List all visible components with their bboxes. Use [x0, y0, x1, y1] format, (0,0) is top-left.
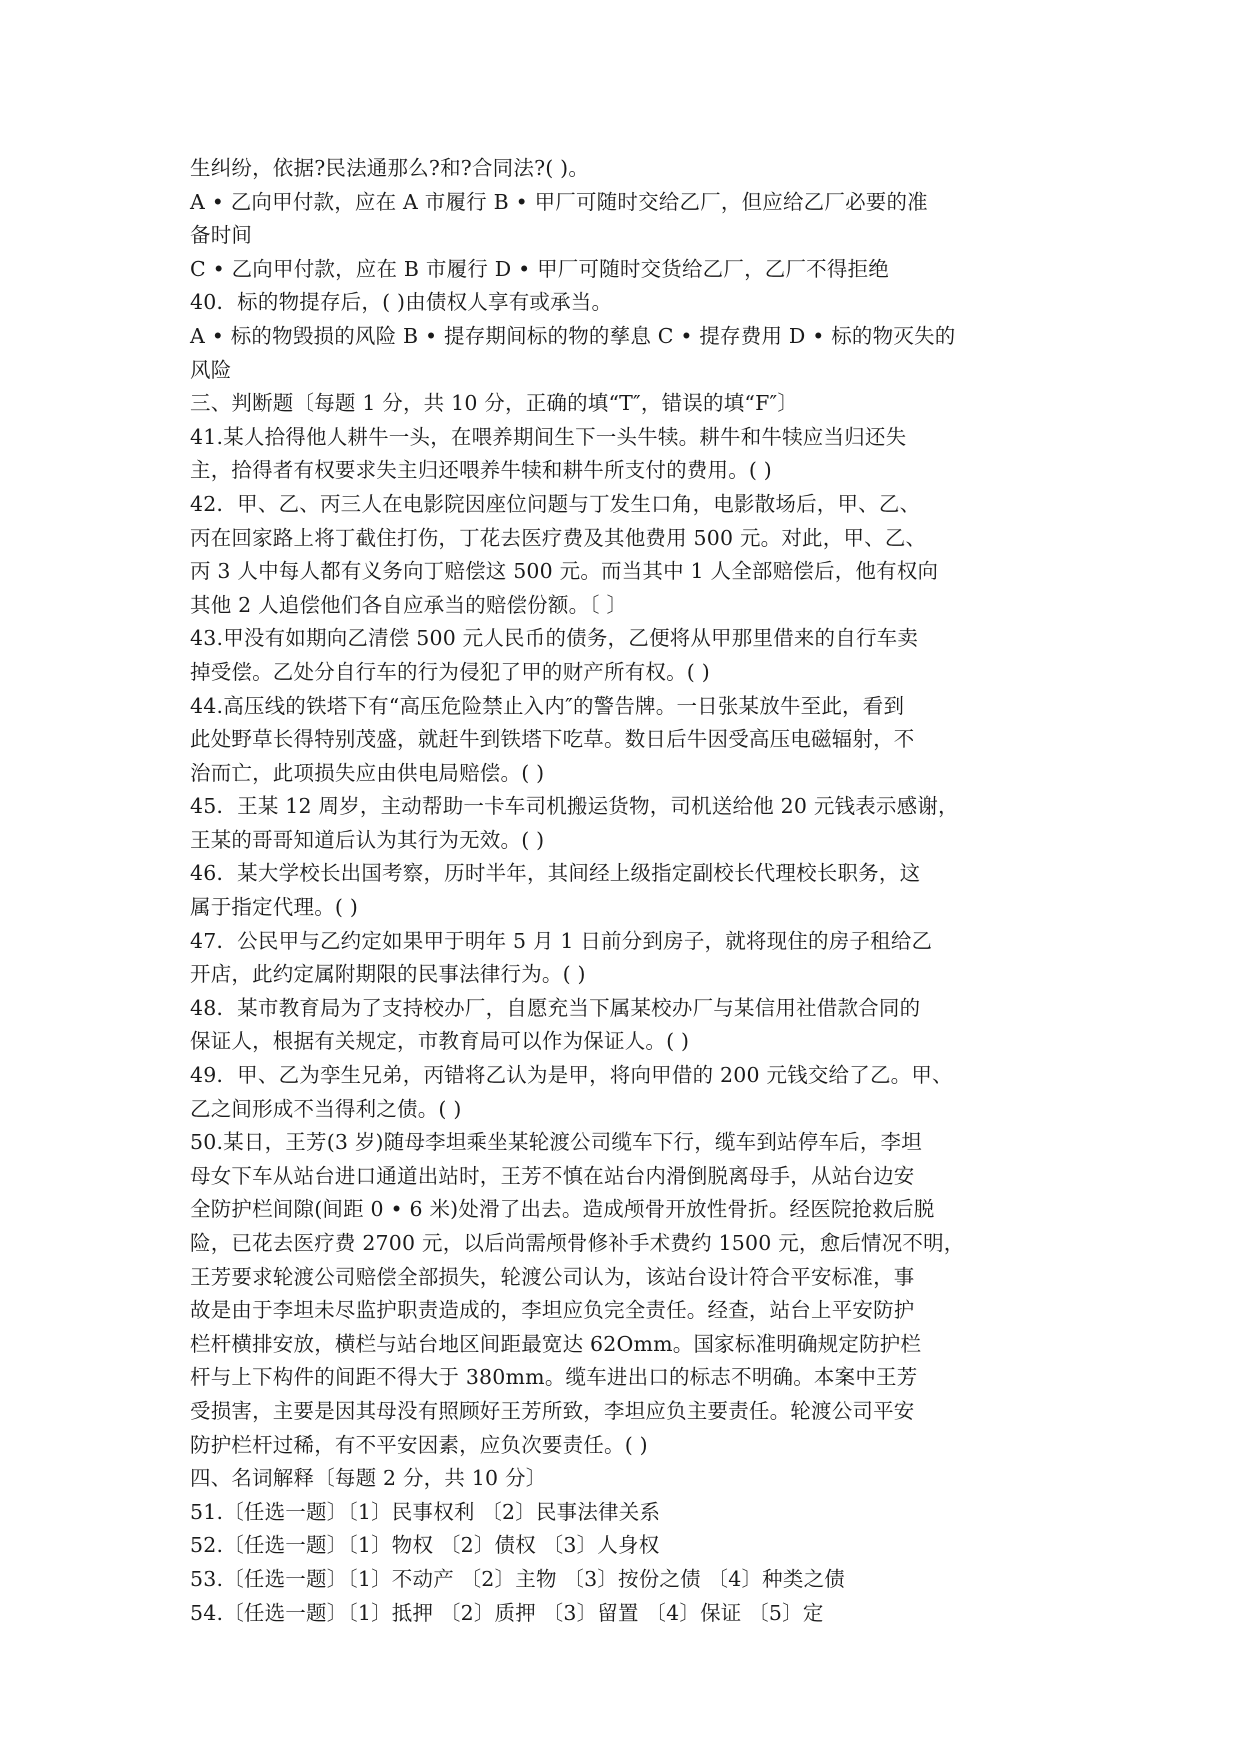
text-line: 故是由于李坦未尽监护职责造成的，李坦应负完全责任。经查，站台上平安防护: [190, 1298, 915, 1323]
text-line: 丙在回家路上将丁截住打伤，丁花去医疗费及其他费用 500 元。对此，甲、乙、: [190, 525, 927, 550]
text-line: C • 乙向甲付款，应在 B 市履行 D • 甲厂可随时交货给乙厂，乙厂不得拒绝: [190, 256, 889, 281]
text-line: 48．某市教育局为了支持校办厂，自愿充当下属某校办厂与某信用社借款合同的: [190, 995, 921, 1020]
text-line: 54.〔任选一题〕〔1〕抵押 〔2〕质押 〔3〕留置 〔4〕保证 〔5〕定: [190, 1600, 824, 1625]
text-line: 乙之间形成不当得利之债。( ): [190, 1096, 462, 1121]
text-line: 王某的哥哥知道后认为其行为无效。( ): [190, 827, 545, 852]
text-line: 45．王某 12 周岁，主动帮助一卡车司机搬运货物，司机送给他 20 元钱表示感谢，: [190, 794, 959, 819]
text-line: A • 乙向甲付款，应在 A 市履行 B • 甲厂可随时交给乙厂，但应给乙厂必要的准: [190, 189, 928, 214]
text-line: 50.某日，王芳(3 岁)随母李坦乘坐某轮渡公司缆车下行，缆车到站停车后，李坦: [190, 1130, 922, 1155]
text-line: 47．公民甲与乙约定如果甲于明年 5 月 1 日前分到房子，就将现住的房子租给乙: [190, 928, 933, 953]
text-line: 治而亡，此项损失应由供电局赔偿。( ): [190, 760, 545, 785]
text-line: 掉受偿。乙处分自行车的行为侵犯了甲的财产所有权。( ): [190, 659, 710, 684]
section-heading: 四、名词解释〔每题 2 分，共 10 分〕: [190, 1466, 547, 1491]
text-line: 杆与上下构件的间距不得大于 380mm。缆车进出口的标志不明确。本案中王芳: [190, 1365, 918, 1390]
text-line: 丙 3 人中每人都有义务向丁赔偿这 500 元。而当其中 1 人全部赔偿后，他有权向: [190, 559, 939, 584]
text-line: 全防护栏间隙(间距 0 • 6 米)处滑了出去。造成颅骨开放性骨折。经医院抢救后脱: [190, 1197, 935, 1222]
text-line: A • 标的物毁损的风险 B • 提存期间标的物的孳息 C • 提存费用 D • 标的物灭失的: [190, 323, 956, 348]
text-line: 44.高压线的铁塔下有“高压危险禁止入内″的警告牌。一日张某放牛至此，看到: [190, 693, 905, 718]
text-line: 属于指定代理。( ): [190, 895, 359, 920]
text-line: 王芳要求轮渡公司赔偿全部损失，轮渡公司认为，该站台设计符合平安标准，事: [190, 1264, 915, 1289]
text-line: 43.甲没有如期向乙清偿 500 元人民币的债务，乙便将从甲那里借来的自行车卖: [190, 626, 919, 651]
text-line: 40．标的物提存后，( )由债权人享有或承当。: [190, 290, 613, 315]
text-line: 此处野草长得特别茂盛，就赶牛到铁塔下吃草。数日后牛因受高压电磁辐射，不: [190, 727, 915, 752]
section-heading: 三、判断题〔每题 1 分，共 10 分，正确的填“T″，错误的填“F″〕: [190, 391, 799, 416]
text-line: 栏杆横排安放，横栏与站台地区间距最宽达 62Omm。国家标准明确规定防护栏: [190, 1331, 922, 1356]
text-line: 49．甲、乙为孪生兄弟，丙错将乙认为是甲，将向甲借的 200 元钱交给了乙。甲、: [190, 1063, 953, 1088]
text-line: 51.〔任选一题〕〔1〕民事权利 〔2〕民事法律关系: [190, 1499, 661, 1524]
text-line: 42．甲、乙、丙三人在电影院因座位问题与丁发生口角，电影散场后，甲、乙、: [190, 491, 921, 516]
document-body: [190, 152, 1050, 1630]
text-line: 46．某大学校长出国考察，历时半年，其间经上级指定副校长代理校长职务，这: [190, 861, 921, 886]
text-line: 52.〔任选一题〕〔1〕物权 〔2〕债权 〔3〕人身权: [190, 1533, 660, 1558]
text-line: 母女下车从站台进口通道出站时，王芳不慎在站台内滑倒脱离母手，从站台边安: [190, 1163, 915, 1188]
text-line: 主，拾得者有权要求失主归还喂养牛犊和耕牛所支付的费用。( ): [190, 458, 773, 483]
text-line: 41.某人拾得他人耕牛一头，在喂养期间生下一头牛犊。耕牛和牛犊应当归还失: [190, 424, 907, 449]
text-line: 保证人，根据有关规定，市教育局可以作为保证人。( ): [190, 1029, 690, 1054]
text-line: 风险: [190, 357, 232, 382]
text-line: 53.〔任选一题〕〔1〕不动产 〔2〕主物 〔3〕按份之债 〔4〕种类之债: [190, 1566, 845, 1591]
text-line: 受损害，主要是因其母没有照顾好王芳所致，李坦应负主要责任。轮渡公司平安: [190, 1398, 915, 1423]
text-line: 开店，此约定属附期限的民事法律行为。( ): [190, 962, 586, 987]
text-line: 其他 2 人追偿他们各自应承当的赔偿份额。〔 〕: [190, 592, 628, 617]
text-line: 防护栏杆过稀，有不平安因素，应负次要责任。( ): [190, 1432, 648, 1457]
text-line: 险，已花去医疗费 2700 元，以后尚需颅骨修补手术费约 1500 元，愈后情况不明，: [190, 1231, 965, 1255]
text-line: 生纠纷，依据?民法通那么?和?合同法?( )。: [190, 156, 590, 180]
text-line: 备时间: [190, 223, 253, 248]
